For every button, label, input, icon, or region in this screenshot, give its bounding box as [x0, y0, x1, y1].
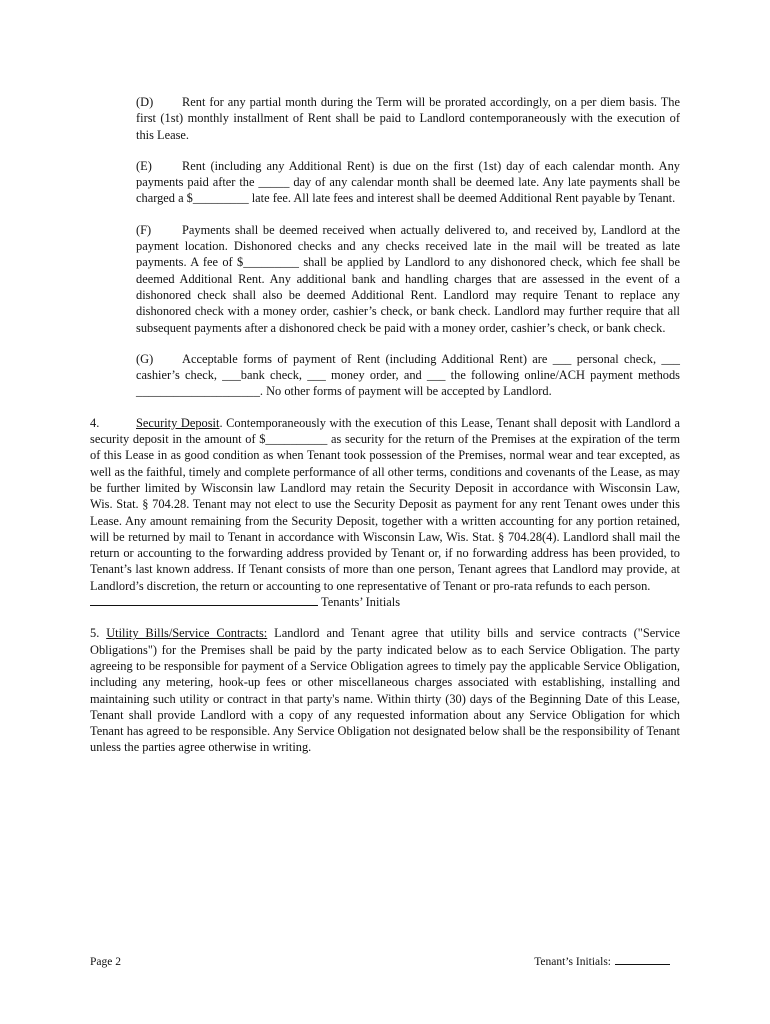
tenants-initials-line — [90, 594, 680, 610]
paragraph-f-label: (F) — [136, 222, 152, 237]
footer-initials-blank[interactable] — [615, 954, 670, 965]
paragraph-g — [90, 351, 680, 400]
page-number: Page 2 — [90, 956, 121, 968]
section-5-text: Landlord and Tenant agree that utility bills and service contracts ("Service Obligations") for the Premises shall be paid by the party indicated below as to each Service Obligation. The party agreeing to be responsible for payment of a Service Obligation agrees to timely pay the applicable Service Obligation, including any metering, hook-up fees or other miscellaneous charges associated with establishing, installing and maintaining such utility or contract in that party's name. Within thirty (30) days of the Beginning Date of this Lease, Tenant shall provide Landlord with a copy of any requested information about any Service Obligation for which Tenant has agreed to be responsible. Any Service Obligation not designated below shall be the responsibility of Tenant unless the parties agree otherwise in writing. — [90, 626, 680, 755]
paragraph-d-label: (D) — [136, 95, 154, 109]
paragraph-d-text: Rent for any partial month during the Term will be prorated accordingly, on a per diem basis. The first (1st) monthly installment of Rent shall be paid to Landlord contemporaneously with the execution of this Lease. — [136, 95, 680, 142]
paragraph-g-text: Acceptable forms of payment of Rent (including Additional Rent) are ___ personal check, ___ cashier’s check, ___bank check, ___ money order, and ___ the following online/ACH payment methods ____________________. No other forms of payment will be accepted by Landlord. — [136, 351, 680, 399]
section-4-number: 4. — [90, 415, 100, 430]
section-5-number: 5. — [90, 626, 100, 641]
page-footer — [90, 954, 670, 970]
section-4-heading: Security Deposit — [136, 415, 220, 430]
section-utility-bills — [90, 625, 680, 755]
section-5-heading: Utility Bills/Service Contracts: — [106, 626, 268, 641]
document-body — [90, 94, 680, 756]
paragraph-f — [90, 222, 680, 336]
paragraph-f-text: Payments shall be deemed received when actually delivered to, and received by, Landlord at the payment location. Dishonored checks and any checks received late in the mail will be treated as late payments. A fee of $_________ shall be applied by Landlord to any dishonored check, which fee shall be deemed Additional Rent. Any additional bank and handling charges that are assessed in the event of a dishonored check shall also be deemed Additional Rent. Landlord may require Tenant to replace any dishonored check with a money order, cashier’s check, or bank check. Landlord may further require that all subsequent payments after a dishonored check be paid with a money order, cashier’s check, or bank check. — [136, 222, 680, 335]
paragraph-g-label: (G) — [136, 351, 154, 366]
footer-initials — [534, 954, 670, 970]
paragraph-e — [90, 158, 680, 207]
section-security-deposit — [90, 415, 680, 594]
section-4-text: . Contemporaneously with the execution of this Lease, Tenant shall deposit with Landlord a security deposit in the amount of $__________ as security for the return of the Premises at the expiration of the term of this Lease in as good condition as when Tenant took possession of the Premises, normal wear and tear excepted, as well as the faithful, timely and complete performance of all other terms, conditions and covenants of the Lease, as may be further limited by Wisconsin law Landlord may retain the Security Deposit in accordance with Wisconsin Law, Wis. Stat. § 704.28. Tenant may not elect to use the Security Deposit as payment for any rent Tenant owes under this Lease. Any amount remaining from the Security Deposit, together with a written accounting for any portion retained, will be returned by mail to Tenant in accordance with Wisconsin Law, Wis. Stat. § 704.28(4). Landlord shall mail the return or accounting to the forwarding address provided by Tenant or, if no forwarding address has been provided, to Tenant’s last known address. If Tenant consists of more than one person, Tenant agrees that Landlord may provide, at Landlord’s discretion, the return or accounting to one representative of Tenant or pro-rata refunds to each person. — [90, 415, 680, 593]
initials-blank[interactable] — [90, 594, 318, 606]
footer-initials-label: Tenant’s Initials: — [534, 956, 611, 968]
paragraph-d — [90, 94, 680, 143]
tenants-initials-label: Tenants’ Initials — [321, 595, 401, 610]
paragraph-e-label: (E) — [136, 158, 152, 173]
paragraph-e-text: Rent (including any Additional Rent) is due on the first (1st) day of each calendar month. Any payments paid after the _____ day of any calendar month shall be deemed late. Any late payments shall be charged a $_________ late fee. All late fees and interest shall be deemed Additional Rent payable by Tenant. — [136, 158, 680, 206]
